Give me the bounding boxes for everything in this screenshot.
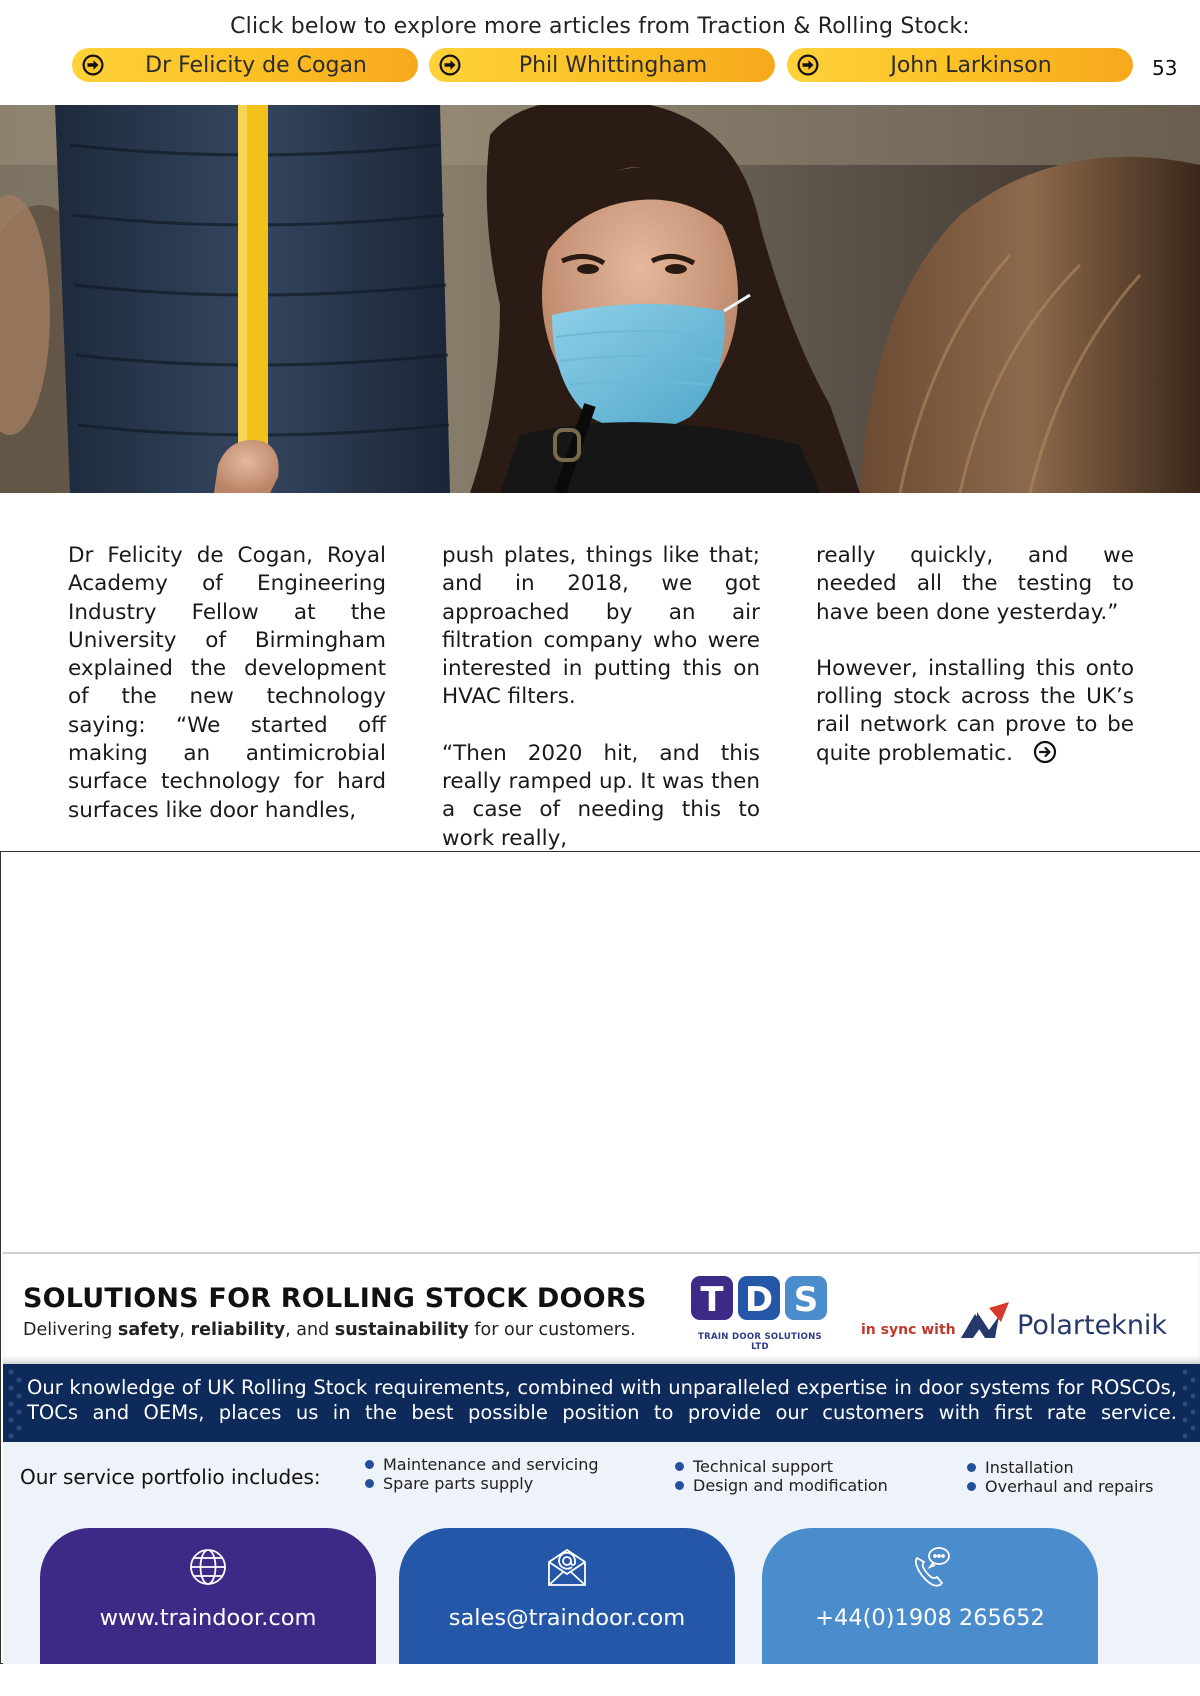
sub-text: , and xyxy=(285,1320,335,1340)
website-card[interactable] xyxy=(40,1528,376,1664)
service-item: Technical support xyxy=(675,1457,833,1477)
in-sync-with-label: in sync with xyxy=(861,1322,956,1338)
advert-band-text: Our knowledge of UK Rolling Stock requirements, combined with unparalleled expertise in door systems for ROSCOs, TOCs and OEMs, places us in the best possible position to provide our customers with first rate service. xyxy=(27,1376,1177,1424)
service-item: Maintenance and servicing xyxy=(365,1455,599,1475)
article-column-3 xyxy=(816,542,1134,768)
advert-subheadline xyxy=(23,1320,636,1340)
arrow-circle-icon xyxy=(438,53,462,77)
sub-bold-reliability: reliability xyxy=(190,1320,286,1340)
tds-advert xyxy=(3,1254,1200,1664)
service-portfolio-label: Our service portfolio includes: xyxy=(20,1465,321,1489)
tds-letter-t: T xyxy=(700,1280,724,1320)
hero-photo xyxy=(0,105,1200,493)
nav-link-label: Phil Whittingham xyxy=(518,52,708,78)
commuter-photo-illustration xyxy=(0,105,1200,493)
tds-caption: TRAIN DOOR SOLUTIONS LTD xyxy=(698,1332,822,1352)
tds-letter-d: D xyxy=(744,1280,774,1320)
website-label: www.traindoor.com xyxy=(99,1605,317,1631)
advert-info-band xyxy=(3,1364,1200,1442)
service-item: Overhaul and repairs xyxy=(967,1477,1153,1497)
arrow-circle-icon xyxy=(796,53,820,77)
arrow-circle-icon xyxy=(81,53,105,77)
sub-bold-safety: safety xyxy=(117,1320,180,1340)
globe-icon xyxy=(187,1546,229,1588)
phone-label: +44(0)1908 265652 xyxy=(815,1605,1045,1631)
advert-headline: SOLUTIONS FOR ROLLING STOCK DOORS xyxy=(23,1283,647,1314)
nav-link-felicity-de-cogan[interactable] xyxy=(72,48,418,82)
phone-card[interactable] xyxy=(762,1528,1098,1664)
tds-letter-s: S xyxy=(793,1280,819,1320)
continue-arrow-icon[interactable] xyxy=(1033,740,1057,764)
page-number: 53 xyxy=(1152,56,1178,80)
article-paragraph: really quickly, and we needed all the testing to have been done yesterday.” xyxy=(816,543,1134,625)
email-label: sales@traindoor.com xyxy=(448,1605,686,1631)
service-item: Installation xyxy=(967,1458,1074,1478)
phone-icon xyxy=(909,1546,951,1588)
nav-link-phil-whittingham[interactable] xyxy=(429,48,775,82)
article-column-2 xyxy=(442,542,760,853)
sub-text: Delivering xyxy=(23,1320,118,1340)
article-column-1 xyxy=(68,542,386,825)
article-paragraph-final xyxy=(816,655,1134,768)
tds-logo xyxy=(689,1274,831,1340)
sub-bold-sustainability: sustainability xyxy=(334,1320,469,1340)
sub-text: for our customers. xyxy=(468,1320,636,1340)
article-paragraph: Dr Felicity de Cogan, Royal Academy of Engineering Industry Fellow at the University of Birmingham explained the development of the new technology saying: “We started off making an antimicrobial surface technology for hard surfaces like door handles, xyxy=(68,543,386,823)
nav-link-john-larkinson[interactable] xyxy=(787,48,1133,82)
nav-link-label: John Larkinson xyxy=(890,52,1052,78)
sub-text: , xyxy=(179,1320,191,1340)
article-paragraph: push plates, things like that; and in 2018, we got approached by an air filtration company who were interested in putting this on HVAC filters. xyxy=(442,543,760,710)
service-item: Spare parts supply xyxy=(365,1474,533,1494)
nav-heading: Click below to explore more articles from Traction & Rolling Stock: xyxy=(230,14,970,39)
polarteknik-logo-icon xyxy=(959,1300,1011,1340)
service-item: Design and modification xyxy=(675,1476,888,1496)
polarteknik-name: Polarteknik xyxy=(1017,1310,1168,1341)
email-card[interactable] xyxy=(399,1528,735,1664)
nav-link-label: Dr Felicity de Cogan xyxy=(145,52,367,78)
article-paragraph-text: However, installing this onto rolling stock across the UK’s rail network can prove to be quite problematic. xyxy=(816,655,1134,766)
article-paragraph: “Then 2020 hit, and this really ramped up. It was then a case of needing this to work really, xyxy=(442,740,760,851)
email-icon xyxy=(546,1546,588,1588)
